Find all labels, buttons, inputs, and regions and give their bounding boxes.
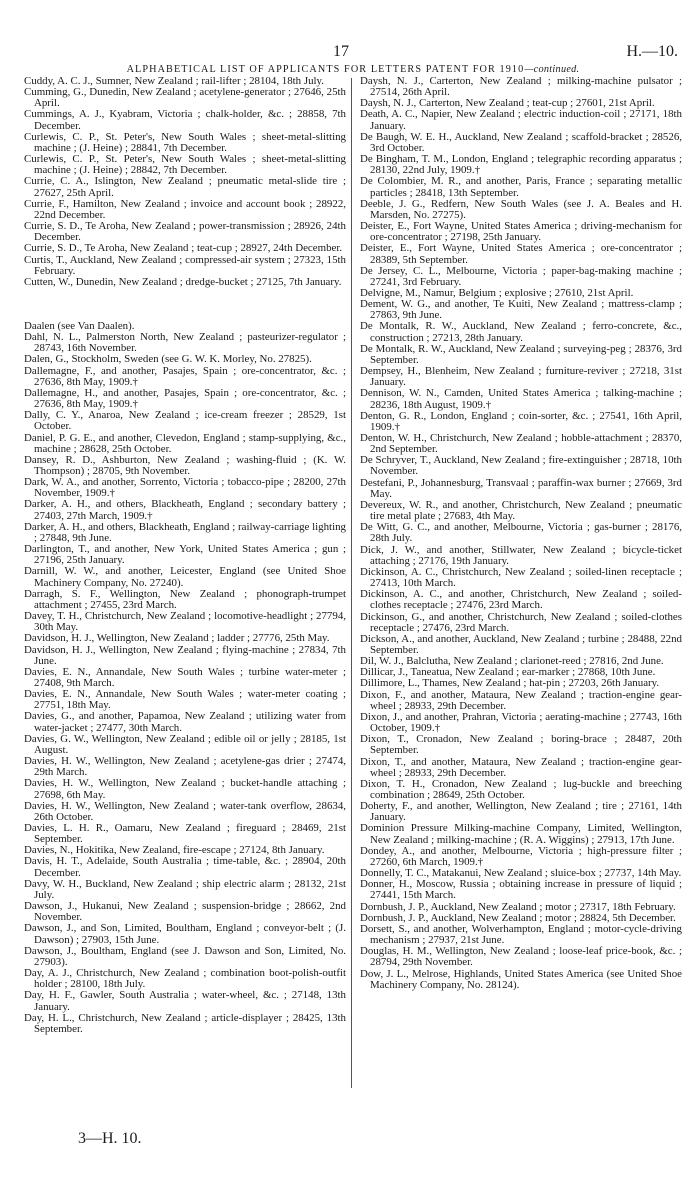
applicant-entry: Cumming, G., Dunedin, New Zealand ; acetylene-generator ; 27646, 25th April. bbox=[24, 86, 346, 110]
applicant-entry: Dickinson, G., and another, Christchurch, New Zealand ; soiled-clothes receptacle ; 27476, 23rd March. bbox=[360, 610, 682, 634]
applicant-entry: Davies, H. W., Wellington, New Zealand ; bucket-handle attaching ; 27698, 6th May. bbox=[24, 777, 346, 801]
applicant-entry: Death, A. C., Napier, New Zealand ; electric induction-coil ; 27171, 18th January. bbox=[360, 108, 682, 132]
applicant-entry: Dixon, T., Cronadon, New Zealand ; boring-brace ; 28487, 20th September. bbox=[360, 733, 682, 757]
applicant-entry: Delvigne, M., Namur, Belgium ; explosive ; 27610, 21st April. bbox=[360, 286, 634, 299]
entries-d bbox=[24, 321, 346, 1035]
applicant-entry: De Colombier, M. R., and another, Paris, France ; separating metallic particles ; 28418, 13th September. bbox=[360, 175, 682, 199]
applicant-entry: Darnill, W. W., and another, Leicester, England (see United Shoe Machinery Company, No. 27240). bbox=[24, 565, 346, 589]
applicant-entry: De Schryver, T., Auckland, New Zealand ; fire-extinguisher ; 28718, 10th November. bbox=[360, 454, 682, 478]
applicant-entry: Davey, T. H., Christchurch, New Zealand ; locomotive-headlight ; 27794, 30th May. bbox=[24, 610, 346, 634]
applicant-entry: De Witt, G. C., and another, Melbourne, Victoria ; gas-burner ; 28176, 28th July. bbox=[360, 521, 682, 545]
applicant-entry: Daysh, N. J., Carterton, New Zealand ; teat-cup ; 27601, 21st April. bbox=[360, 97, 655, 110]
applicant-entry: Dickinson, A. C., and another, Christchurch, New Zealand ; soiled-clothes receptacle ; 27476, 23rd March. bbox=[360, 588, 682, 612]
column-divider bbox=[351, 78, 352, 1088]
applicant-entry: Denton, W. H., Christchurch, New Zealand ; hobble-attachment ; 28370, 2nd September. bbox=[360, 432, 682, 456]
applicant-entry: Currie, S. D., Te Aroha, New Zealand ; power-transmission ; 28926, 24th December. bbox=[24, 220, 346, 244]
applicant-entry: Dominion Pressure Milking-machine Company, Limited, Wellington, New Zealand ; milking-machine ; (R. A. Wiggins) ; 27913, 17th June. bbox=[360, 822, 682, 846]
applicant-entry: Davies, E. N., Annandale, New South Wales ; turbine water-meter ; 27408, 9th March. bbox=[24, 665, 346, 689]
applicant-entry: Dillimore, L., Thames, New Zealand ; hat-pin ; 27203, 26th January. bbox=[360, 677, 660, 690]
document-reference: H.—10. bbox=[626, 43, 678, 60]
applicant-entry: Dempsey, H., Blenheim, New Zealand ; furniture-reviver ; 27218, 31st January. bbox=[360, 365, 682, 389]
applicant-entry: Davies, L. H. R., Oamaru, New Zealand ; fireguard ; 28469, 21st September. bbox=[24, 822, 346, 846]
applicant-entry: De Montalk, R. W., Auckland, New Zealand ; ferro-concrete, &c., construction ; 27213, 28th January. bbox=[360, 320, 682, 344]
applicant-entry: Curlewis, C. P., St. Peter's, New South Wales ; sheet-metal-slitting machine ; (J. Heine) ; 28841, 7th December. bbox=[24, 130, 346, 154]
applicant-entry: Day, A. J., Christchurch, New Zealand ; combination boot-polish-outfit holder ; 28100, 18th July. bbox=[24, 967, 346, 991]
applicant-entry: Dahl, N. L., Palmerston North, New Zealand ; pasteurizer-regulator ; 28743, 16th November. bbox=[24, 331, 346, 355]
applicant-entry: Davidson, H. J., Wellington, New Zealand ; ladder ; 27776, 25th May. bbox=[24, 632, 330, 645]
applicant-entry: Dickinson, A. C., Christchurch, New Zealand ; soiled-linen receptacle ; 27413, 10th March. bbox=[360, 565, 682, 590]
applicant-entry: Dickson, A., and another, Auckland, New Zealand ; turbine ; 28488, 22nd September. bbox=[360, 632, 682, 656]
applicant-entry: Dalen, G., Stockholm, Sweden (see G. W. K. Morley, No. 27825). bbox=[24, 353, 312, 366]
applicant-entry: Dil, W. J., Balclutha, New Zealand ; clarionet-reed ; 27816, 2nd June. bbox=[360, 655, 664, 668]
applicant-entry: Dixon, F., and another, Mataura, New Zealand ; traction-engine gear-wheel ; 28933, 29th December. bbox=[360, 688, 682, 712]
applicant-entry: Dallemagne, H., and another, Pasajes, Spain ; ore-concentrator, &c. ; 27636, 8th May, 1909.† bbox=[24, 386, 346, 411]
applicant-entry: Dawson, J., Boultham, England (see J. Dawson and Son, Limited, No. 27903). bbox=[24, 944, 346, 968]
applicant-entry: Daysh, N. J., Carterton, New Zealand ; milking-machine pulsator ; 27514, 26th April. bbox=[360, 75, 682, 99]
applicant-entry: Dixon, T. H., Cronadon, New Zealand ; lug-buckle and breeching combination ; 28649, 25th October. bbox=[360, 777, 682, 801]
applicant-entry: Dawson, J., Hukanui, New Zealand ; suspension-bridge ; 28662, 2nd November. bbox=[24, 900, 346, 924]
applicant-entry: De Bingham, T. M., London, England ; telegraphic recording apparatus ; 28130, 22nd July, 1909.† bbox=[360, 153, 682, 177]
applicant-entry: Dallemagne, F., and another, Pasajes, Spain ; ore-concentrator, &c. ; 27636, 8th May, 1909.† bbox=[24, 364, 346, 388]
applicant-entry: Destefani, P., Johannesburg, Transvaal ; paraffin-wax burner ; 27669, 3rd May. bbox=[360, 476, 682, 500]
signature-mark: 3—H. 10. bbox=[78, 1130, 142, 1147]
left-column bbox=[24, 76, 346, 1035]
applicant-entry: De Jersey, C. L., Melbourne, Victoria ; paper-bag-making machine ; 27241, 3rd February. bbox=[360, 264, 682, 288]
applicant-entry: Davy, W. H., Buckland, New Zealand ; ship electric alarm ; 28132, 21st July. bbox=[24, 877, 346, 901]
applicant-entry: Donnelly, T. C., Matakanui, New Zealand ; sluice-box ; 27737, 14th May. bbox=[360, 867, 682, 880]
entries-c bbox=[24, 76, 346, 288]
applicant-entry: Dornbush, J. P., Auckland, New Zealand ; motor ; 27317, 18th February. bbox=[360, 900, 676, 913]
applicant-entry: Darker, A. H., and others, Blackheath, England ; secondary battery ; 27403, 27th March, 1909.† bbox=[24, 498, 346, 522]
applicant-entry: Dillicar, J., Taneatua, New Zealand ; ear-marker ; 27868, 10th June. bbox=[360, 666, 656, 679]
applicant-entry: Davidson, H. J., Wellington, New Zealand ; flying-machine ; 27834, 7th June. bbox=[24, 643, 346, 667]
applicant-entry: Dondey, A., and another, Melbourne, Victoria ; high-pressure filter ; 27260, 6th March, 1909.† bbox=[360, 844, 682, 868]
applicant-entry: Darragh, S. F., Wellington, New Zealand ; phonograph-trumpet attachment ; 27455, 23rd March. bbox=[24, 587, 346, 611]
applicant-entry: Day, H. F., Gawler, South Australia ; water-wheel, &c. ; 27148, 13th January. bbox=[24, 989, 346, 1013]
applicant-entry: Deister, E., Fort Wayne, United States America ; driving-mechanism for ore-concentrator ; 27198, 25th January. bbox=[360, 220, 682, 244]
applicant-entry: Dally, C. Y., Anaroa, New Zealand ; ice-cream freezer ; 28529, 1st October. bbox=[24, 409, 346, 433]
applicant-entry: Darker, A. H., and others, Blackheath, England ; railway-carriage lighting ; 27848, 9th June. bbox=[24, 520, 346, 544]
applicant-entry: Davies, G. W., Wellington, New Zealand ; edible oil or jelly ; 28185, 1st August. bbox=[24, 732, 346, 756]
applicant-entry: Cutten, W., Dunedin, New Zealand ; dredge-bucket ; 27125, 7th January. bbox=[24, 275, 342, 288]
applicant-entry: Dick, J. W., and another, Stillwater, New Zealand ; bicycle-ticket attaching ; 27176, 19th January. bbox=[360, 543, 682, 567]
applicant-entry: Cummings, A. J., Kyabram, Victoria ; chalk-holder, &c. ; 28858, 7th December. bbox=[24, 108, 346, 132]
applicant-entry: Davies, H. W., Wellington, New Zealand ; water-tank overflow, 28634, 26th October. bbox=[24, 799, 346, 823]
title-suffix: —continued. bbox=[524, 64, 580, 75]
applicant-entry: Currie, F., Hamilton, New Zealand ; invoice and account book ; 28922, 22nd December. bbox=[24, 197, 346, 221]
applicant-entry: Dorsett, S., and another, Wolverhampton, England ; motor-cycle-driving mechanism ; 27937, 21st June. bbox=[360, 922, 682, 947]
applicant-entry: Currie, S. D., Te Aroha, New Zealand ; teat-cup ; 28927, 24th December. bbox=[24, 242, 343, 255]
applicant-entry: Curtis, T., Auckland, New Zealand ; compressed-air system ; 27323, 15th February. bbox=[24, 253, 346, 277]
applicant-entry: Dark, W. A., and another, Sorrento, Victoria ; tobacco-pipe ; 28200, 27th November, 1909.† bbox=[24, 476, 346, 500]
applicant-entry: De Montalk, R. W., Auckland, New Zealand ; surveying-peg ; 28376, 3rd September. bbox=[360, 342, 682, 366]
applicant-entry: Davis, H. T., Adelaide, South Australia ; time-table, &c. ; 28904, 20th December. bbox=[24, 855, 346, 879]
page-number: 17 bbox=[333, 43, 349, 60]
applicant-entry: Deister, E., Fort Wayne, United States America ; ore-concentrator ; 28389, 5th September. bbox=[360, 242, 682, 266]
applicant-entry: Davies, H. W., Wellington, New Zealand ; acetylene-gas drier ; 27474, 29th March. bbox=[24, 755, 346, 779]
applicant-entry: Curlewis, C. P., St. Peter's, New South Wales ; sheet-metal-slitting machine ; (J. Heine) ; 28842, 7th December. bbox=[24, 153, 346, 177]
applicant-entry: Davies, N., Hokitika, New Zealand, fire-escape ; 27124, 8th January. bbox=[24, 844, 325, 857]
right-column bbox=[360, 76, 682, 991]
applicant-entry: Dornbush, J. P., Auckland, New Zealand ; motor ; 28824, 5th December. bbox=[360, 911, 676, 924]
applicant-entry: Dixon, J., and another, Prahran, Victoria ; aerating-machine ; 27743, 16th October, 1909.† bbox=[360, 710, 682, 735]
applicant-entry: Donner, H., Moscow, Russia ; obtaining increase in pressure of liquid ; 27441, 15th March. bbox=[360, 878, 682, 902]
applicant-entry: Denton, G. R., London, England ; coin-sorter, &c. ; 27541, 16th April, 1909.† bbox=[360, 409, 682, 433]
applicant-entry: Day, H. L., Christchurch, New Zealand ; article-displayer ; 28425, 13th September. bbox=[24, 1011, 346, 1035]
applicant-entry: Daalen (see Van Daalen). bbox=[24, 319, 135, 332]
applicant-entry: Davies, E. N., Annandale, New South Wales ; water-meter coating ; 27751, 18th May. bbox=[24, 688, 346, 712]
applicant-entry: Dixon, T., and another, Mataura, New Zealand ; traction-engine gear-wheel ; 28933, 29th December. bbox=[360, 755, 682, 779]
section-gap bbox=[24, 288, 346, 321]
applicant-entry: Currie, C. A., Islington, New Zealand ; pneumatic metal-slide tire ; 27627, 25th April. bbox=[24, 175, 346, 199]
applicant-entry: Doherty, F., and another, Wellington, New Zealand ; tire ; 27161, 14th January. bbox=[360, 800, 682, 824]
applicant-entry: Devereux, W. R., and another, Christchurch, New Zealand ; pneumatic tire metal plate ; 27683, 4th May. bbox=[360, 498, 682, 523]
applicant-entry: Dawson, J., and Son, Limited, Boultham, England ; conveyor-belt ; (J. Dawson) ; 27903, 15th June. bbox=[24, 922, 346, 946]
applicant-entry: De Baugh, W. E. H., Auckland, New Zealand ; scaffold-bracket ; 28526, 3rd October. bbox=[360, 130, 682, 154]
applicant-entry: Davies, G., and another, Papamoa, New Zealand ; utilizing water from water-jacket ; 27477, 30th March. bbox=[24, 710, 346, 734]
applicant-entry: Dement, W. G., and another, Te Kuiti, New Zealand ; mattress-clamp ; 27863, 9th June. bbox=[360, 298, 682, 322]
applicant-entry: Dow, J. L., Melrose, Highlands, United States America (see United Shoe Machinery Company, No. 28124). bbox=[360, 967, 682, 991]
entries-d-continued bbox=[360, 76, 682, 991]
applicant-entry: Deeble, J. G., Redfern, New South Wales (see J. A. Beales and H. Marsden, No. 27275). bbox=[360, 197, 682, 221]
page-title bbox=[28, 64, 678, 75]
applicant-entry: Darlington, T., and another, New York, United States America ; gun ; 27196, 25th January. bbox=[24, 543, 346, 567]
applicant-entry: Cuddy, A. C. J., Sumner, New Zealand ; rail-lifter ; 28104, 18th July. bbox=[24, 75, 325, 87]
title-main: ALPHABETICAL LIST OF APPLICANTS FOR LETTERS PATENT FOR 1910 bbox=[126, 64, 525, 75]
applicant-entry: Dansey, R. D., Ashburton, New Zealand ; washing-fluid ; (K. W. Thompson) ; 28705, 9th November. bbox=[24, 453, 346, 477]
applicant-entry: Daniel, P. G. E., and another, Clevedon, England ; stamp-supplying, &c., machine ; 28628, 25th October. bbox=[24, 431, 346, 455]
applicant-entry: Douglas, H. M., Wellington, New Zealand ; loose-leaf price-book, &c. ; 28794, 29th November. bbox=[360, 945, 682, 969]
applicant-entry: Dennison, W. N., Camden, United States America ; talking-machine ; 28236, 18th August, 1909.† bbox=[360, 387, 682, 411]
